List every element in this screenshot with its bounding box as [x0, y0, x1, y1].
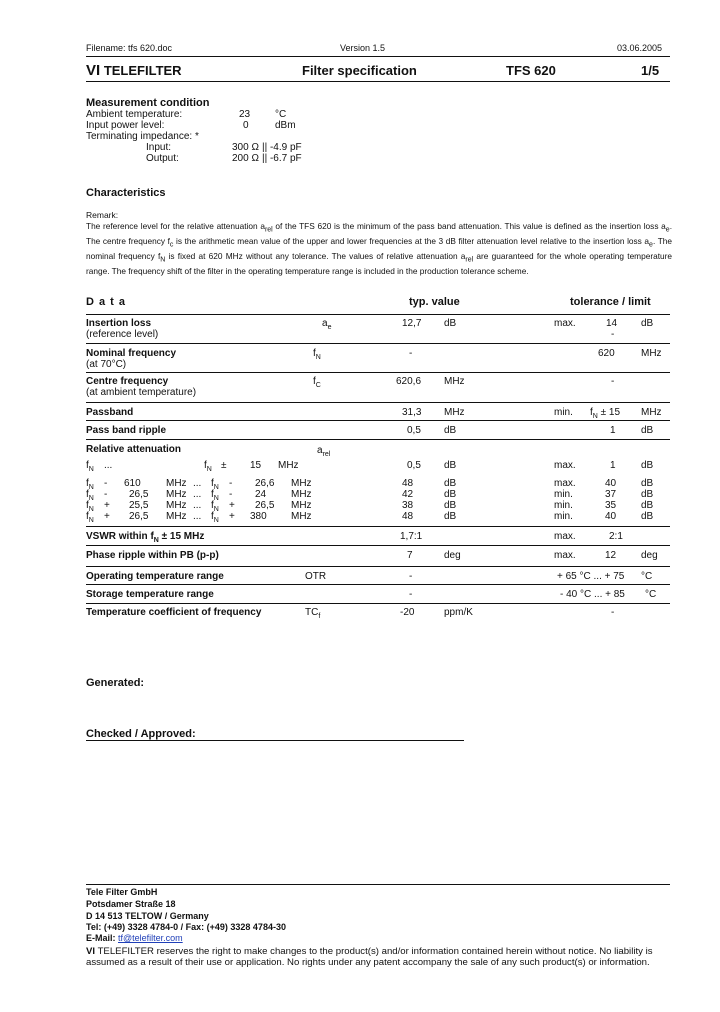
header-date: 03.06.2005 — [617, 43, 663, 53]
passband-label: Passband — [86, 407, 134, 418]
phase-label: Phase ripple within PB (p-p) — [86, 550, 219, 561]
passband-val-unit: MHz — [641, 407, 662, 418]
relatt-sym-sub: rel — [322, 451, 331, 458]
table-rule — [86, 343, 670, 344]
relatt-row-f: f — [86, 500, 89, 511]
relatt-row-mhz1: MHz — [166, 489, 187, 500]
centre-sym-sub: C — [315, 382, 321, 389]
insertion-sym: a — [322, 318, 328, 329]
header-rule-top — [86, 56, 670, 57]
remark-part-7: are guaranteed for the whole operating temperature range. The frequency shift of the filter in the operating temperature range is included in the production tolerance scheme. — [86, 250, 672, 276]
relatt-row-mhz2: MHz — [291, 489, 312, 500]
relatt-row-n2: 26,6 — [255, 478, 275, 489]
tempcoef-sym-sub: f — [318, 613, 321, 620]
table-rule — [86, 402, 670, 403]
doc-title: Filter specification — [302, 63, 417, 78]
relatt-row-f2-sub: N — [213, 484, 219, 491]
nominal-val-unit: MHz — [641, 348, 662, 359]
centre-unit: MHz — [444, 376, 465, 387]
table-rule — [86, 439, 670, 440]
insertion-unit: dB — [444, 318, 457, 329]
relatt-row-f2-sym: f — [211, 511, 214, 522]
output-value: 200 Ω — [232, 153, 259, 164]
relatt-row-mhz1: MHz — [166, 511, 187, 522]
footer-rule — [86, 884, 670, 885]
relatt-row-dots: ... — [193, 478, 202, 489]
input-value: 300 Ω — [232, 142, 259, 153]
input-label: Input: — [146, 142, 172, 153]
relatt-row-val-unit: dB — [641, 478, 654, 489]
relatt-row-f: f — [86, 511, 89, 522]
remark-label: Remark: — [86, 210, 119, 220]
relatt-row-n2: 380 — [250, 511, 267, 522]
relatt-row-f2-sym: f — [211, 478, 214, 489]
relatt-row-lim: min. — [554, 500, 573, 511]
tempcoef-unit: ppm/K — [444, 607, 473, 618]
relatt-row-n2: 24 — [255, 489, 267, 500]
relatt-row-typ: 48 — [402, 511, 414, 522]
ambient-value: 23 — [239, 109, 251, 120]
centre-val: - — [611, 376, 615, 387]
passband-typ: 31,3 — [402, 407, 422, 418]
relatt-row-val: 35 — [605, 500, 617, 511]
table-rule — [86, 584, 670, 585]
disclaimer-vi: VI — [86, 946, 96, 957]
table-rule — [86, 603, 670, 604]
relatt-row-lim: max. — [554, 478, 576, 489]
centre-label: Centre frequency — [86, 376, 169, 387]
relatt-row-val: 37 — [605, 489, 617, 500]
vswr-lim: max. — [554, 531, 576, 542]
optemp-label: Operating temperature range — [86, 571, 224, 582]
optemp-val-unit: °C — [641, 571, 653, 582]
relatt-row-f-sub: N — [88, 495, 94, 502]
relatt-row0-f-sub: N — [88, 466, 94, 473]
relatt-row-val: 40 — [605, 511, 617, 522]
footer-company: Tele Filter GmbH — [86, 887, 158, 897]
page-number: 1/5 — [641, 63, 660, 78]
remark-sub-3: c — [169, 241, 174, 249]
relatt-row-op2: + — [229, 500, 235, 511]
relatt-row-typ: 48 — [402, 478, 414, 489]
remark-sub-1: rel — [264, 226, 273, 234]
ripple-val-unit: dB — [641, 425, 654, 436]
characteristics-title: Characteristics — [86, 187, 166, 199]
power-label: Input power level: — [86, 120, 165, 131]
vswr-val: 2:1 — [609, 531, 623, 542]
phase-val-unit: deg — [641, 550, 658, 561]
insertion-sym-sub: e — [327, 324, 332, 331]
relatt-row0-unit: dB — [444, 460, 457, 471]
col-tol-header: tolerance / limit — [570, 296, 651, 308]
footer-disclaimer — [86, 946, 672, 968]
ripple-unit: dB — [444, 425, 457, 436]
header-filename: Filename: tfs 620.doc — [86, 43, 173, 53]
relatt-row-val: 40 — [605, 478, 617, 489]
output-label: Output: — [146, 153, 179, 164]
input-cap: || -4.9 pF — [262, 142, 302, 153]
relatt-row-f-sub: N — [88, 484, 94, 491]
relatt-row-op1: - — [104, 489, 108, 500]
relatt-row-val-unit: dB — [641, 511, 654, 522]
relatt-row0-val-unit: dB — [641, 460, 654, 471]
relatt-row-dots: ... — [193, 511, 202, 522]
checked-label: Checked / Approved: — [86, 728, 196, 740]
relatt-row-f-sub: N — [88, 517, 94, 524]
relatt-row0-mhz2: MHz — [278, 460, 299, 471]
ambient-label: Ambient temperature: — [86, 109, 183, 120]
phase-unit: deg — [444, 550, 461, 561]
relatt-row-f2 — [211, 511, 219, 524]
relatt-row0-f2-sym: f — [204, 460, 207, 471]
relatt-row-mhz1: MHz — [166, 500, 187, 511]
relatt-row-mhz2: MHz — [291, 500, 312, 511]
col-data-header: D a t a — [86, 296, 127, 308]
ripple-typ: 0,5 — [407, 425, 421, 436]
phase-typ: 7 — [407, 550, 413, 561]
remark-part-5: . The nominal frequency f — [86, 235, 672, 261]
relatt-row-unit: dB — [444, 489, 457, 500]
relatt-row-f2-sub: N — [213, 506, 219, 513]
header-rule-bottom — [86, 81, 670, 82]
relatt-row0-lim: max. — [554, 460, 576, 471]
vswr-label-b: ± 15 MHz — [158, 531, 205, 542]
relatt-row-f2-sub: N — [213, 495, 219, 502]
insertion-sublabel: (reference level) — [86, 329, 159, 340]
insertion-symbol — [322, 318, 331, 331]
sttemp-typ: - — [409, 589, 413, 600]
nominal-symbol — [313, 348, 321, 361]
tempcoef-symbol — [305, 607, 320, 620]
sttemp-val: - 40 °C ... + 85 — [560, 589, 625, 600]
relatt-row-f2-sym: f — [211, 489, 214, 500]
logo-name: TELEFILTER — [103, 63, 182, 78]
remark-sub-6: rel — [465, 256, 474, 264]
power-unit: dBm — [275, 120, 296, 131]
nominal-label: Nominal frequency — [86, 348, 177, 359]
relatt-row0-f2 — [204, 460, 212, 473]
relatt-row0-f1 — [86, 460, 94, 473]
sttemp-label: Storage temperature range — [86, 589, 214, 600]
relatt-row-op1: + — [104, 500, 110, 511]
relatt-row-f1 — [86, 511, 94, 524]
remark-sub-5: N — [160, 256, 166, 264]
phase-val: 12 — [605, 550, 617, 561]
remark-part-4: is the arithmetic mean value of the upper and lower frequencies at the 3 dB filter attenuation level relative to the insertion loss a — [173, 235, 650, 246]
passband-value: ± 15 — [600, 407, 621, 418]
footer-phone: Tel: (+49) 3328 4784-0 / Fax: (+49) 3328 4784-30 — [86, 922, 286, 932]
measurement-title: Measurement condition — [86, 97, 210, 109]
relatt-row-typ: 42 — [402, 489, 414, 500]
ripple-label: Pass band ripple — [86, 425, 167, 436]
centre-symbol — [313, 376, 321, 389]
relatt-label: Relative attenuation — [86, 444, 182, 455]
tempcoef-label: Temperature coefficient of frequency — [86, 607, 262, 618]
tempcoef-typ: -20 — [400, 607, 415, 618]
relatt-row0-pm: ± — [221, 460, 227, 471]
term-label: Terminating impedance: * — [86, 131, 199, 142]
table-rule — [86, 566, 670, 567]
relatt-row-op2: - — [229, 478, 233, 489]
power-value: 0 — [243, 120, 249, 131]
relatt-row-n1: 25,5 — [129, 500, 149, 511]
footer-city: D 14 513 TELTOW / Germany — [86, 911, 209, 921]
relatt-row-dots: ... — [193, 489, 202, 500]
tempcoef-val: - — [611, 607, 615, 618]
nominal-val: 620 — [598, 348, 615, 359]
insertion-val-unit: dB — [641, 318, 654, 329]
relatt-row-n1: 610 — [124, 478, 141, 489]
relatt-row-n1: 26,5 — [129, 489, 149, 500]
relatt-row-op1: + — [104, 511, 110, 522]
relatt-row0-dots: ... — [104, 460, 113, 471]
centre-sublabel: (at ambient temperature) — [86, 387, 197, 398]
table-rule — [86, 420, 670, 421]
passband-val — [590, 407, 620, 420]
relatt-sym: a — [317, 445, 323, 456]
product-code: TFS 620 — [506, 63, 556, 78]
sttemp-val-unit: °C — [645, 589, 657, 600]
remark-part-6: is fixed at 620 MHz without any tolerance. The values of relative attenuation a — [165, 250, 466, 261]
vswr-label-a: VSWR within f — [86, 531, 154, 542]
ripple-val: 1 — [610, 425, 616, 436]
remark-sub-4: e — [649, 241, 653, 249]
footer-email-line — [86, 933, 183, 943]
optemp-sym: OTR — [305, 571, 327, 582]
relatt-row-lim: min. — [554, 511, 573, 522]
relatt-row-n2: 26,5 — [255, 500, 275, 511]
table-rule-header — [86, 314, 670, 315]
footer-email-label: E-Mail: — [86, 933, 119, 943]
relatt-row-mhz1: MHz — [166, 478, 187, 489]
relatt-row-unit: dB — [444, 500, 457, 511]
company-logo — [86, 62, 182, 79]
vswr-typ: 1,7:1 — [400, 531, 423, 542]
disclaimer-text: reserves the right to make changes to the product(s) and/or information contained herein without notice. No liability is assumed as a result of their use or application. No rights under any patent accompany the sale of any such product(s) or information. — [86, 946, 653, 968]
table-rule — [86, 545, 670, 546]
insertion-lim: max. — [554, 318, 576, 329]
insertion-dash: - — [611, 329, 615, 340]
table-rule — [86, 526, 670, 527]
passband-fn-sub: N — [592, 413, 598, 420]
vswr-label — [86, 531, 204, 544]
relatt-symbol — [317, 445, 330, 458]
vswr-label-sub: N — [153, 537, 159, 544]
relatt-row0-f2-sub: N — [206, 466, 212, 473]
relatt-row-f-sub: N — [88, 506, 94, 513]
footer-email-link[interactable]: tf@telefilter.com — [118, 933, 183, 943]
nominal-typ: - — [409, 348, 413, 359]
passband-fn: f — [590, 407, 593, 418]
nominal-sym-sub: N — [315, 354, 321, 361]
nominal-sublabel: (at 70°C) — [86, 359, 127, 370]
relatt-row-f: f — [86, 478, 89, 489]
remark-part-2: of the TFS 620 is the minimum of the pass band attenuation. This value is defined as the insertion loss a — [272, 221, 666, 231]
optemp-val: + 65 °C ... + 75 — [557, 571, 625, 582]
insertion-typ: 12,7 — [402, 318, 422, 329]
relatt-row-unit: dB — [444, 511, 457, 522]
phase-lim: max. — [554, 550, 576, 561]
disclaimer-name: TELEFILTER — [95, 946, 154, 957]
relatt-row-val-unit: dB — [641, 489, 654, 500]
relatt-row-f2-sym: f — [211, 500, 214, 511]
table-rule — [86, 372, 670, 373]
relatt-row-mhz2: MHz — [291, 511, 312, 522]
remark-part-1: The reference level for the relative attenuation a — [86, 221, 265, 231]
insertion-label: Insertion loss — [86, 318, 152, 329]
passband-unit: MHz — [444, 407, 465, 418]
optemp-typ: - — [409, 571, 413, 582]
col-typ-header: typ. value — [409, 296, 460, 308]
relatt-row-op1: - — [104, 478, 108, 489]
remark-sub-2: e — [665, 226, 670, 234]
relatt-row-unit: dB — [444, 478, 457, 489]
passband-lim: min. — [554, 407, 573, 418]
relatt-row-val-unit: dB — [641, 500, 654, 511]
nominal-sym: f — [313, 348, 316, 359]
centre-sym: f — [313, 376, 316, 387]
relatt-row0-typ: 0,5 — [407, 460, 421, 471]
remark-text — [86, 221, 672, 276]
relatt-row-typ: 38 — [402, 500, 414, 511]
relatt-row-op2: - — [229, 489, 233, 500]
insertion-val: 14 — [606, 318, 618, 329]
relatt-row-mhz2: MHz — [291, 478, 312, 489]
relatt-row-lim: min. — [554, 489, 573, 500]
relatt-row-n1: 26,5 — [129, 511, 149, 522]
generated-label: Generated: — [86, 677, 145, 689]
output-cap: || -6.7 pF — [262, 153, 302, 164]
relatt-row-f: f — [86, 489, 89, 500]
relatt-row-dots: ... — [193, 500, 202, 511]
ambient-unit: °C — [275, 109, 287, 120]
logo-vi: VI — [86, 62, 101, 79]
remark-part-3: . The centre frequency f — [86, 221, 672, 246]
footer-street: Potsdamer Straße 18 — [86, 899, 176, 909]
relatt-row0-f: f — [86, 460, 89, 471]
relatt-row-op2: + — [229, 511, 235, 522]
relatt-row0-n2: 15 — [250, 460, 262, 471]
relatt-row-f2-sub: N — [213, 517, 219, 524]
approval-signature-line — [86, 740, 464, 741]
header-version: Version 1.5 — [340, 43, 386, 53]
relatt-row0-val: 1 — [610, 460, 616, 471]
tempcoef-sym: TC — [305, 607, 319, 618]
centre-typ: 620,6 — [396, 376, 422, 387]
